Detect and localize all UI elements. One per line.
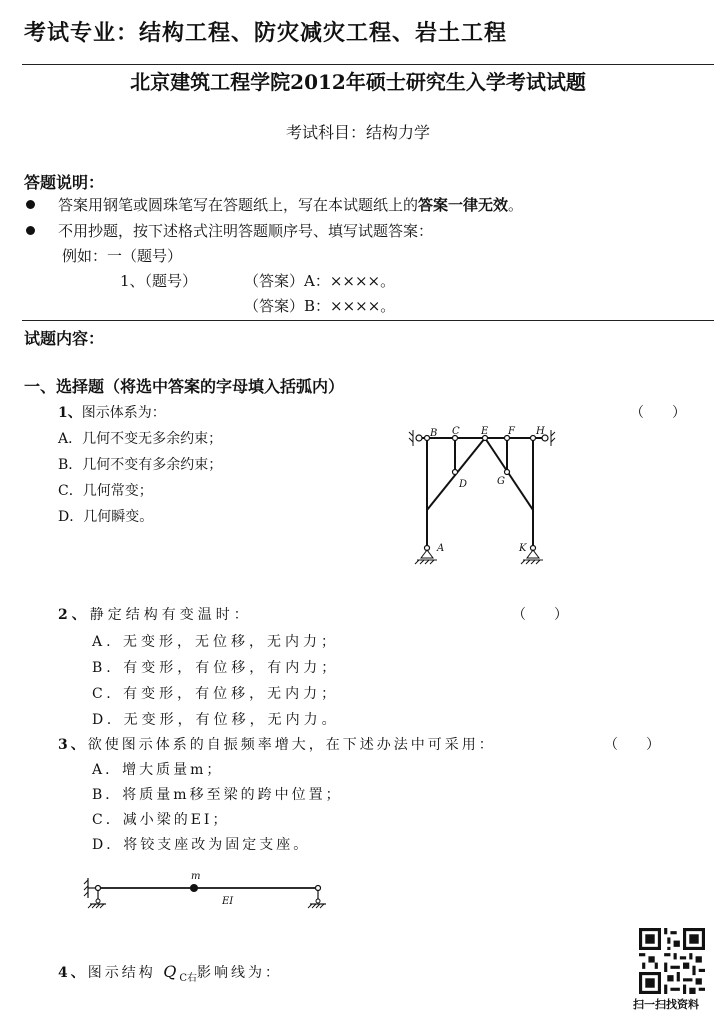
q2-option-c: C. 有变形，有位移，无内力； <box>92 686 340 702</box>
q2-option-d: D. 无变形，有位移，无内力。 <box>92 712 340 728</box>
q2-bracket: （ ） <box>512 607 568 623</box>
instruction-1: 答案用钢笔或圆珠笔写在答题纸上，写在本试题纸上的答案一律无效。 <box>58 196 524 214</box>
example-line-3-ans: （答案）B：××××。 <box>244 297 396 315</box>
q2-option-a: A. 无变形，无位移，无内力； <box>92 634 340 650</box>
q3-beam-figure <box>82 868 342 918</box>
q1-label-g: G <box>497 476 505 487</box>
q1-bracket: （ ） <box>630 405 686 421</box>
instruction-2: 不用抄题，按下述格式注明答题顺序号、填写试题答案： <box>58 222 434 240</box>
q4-stem: 4、图示结构 $Q_{C右}$影响线为： <box>58 962 282 984</box>
q3-option-d: D．将铰支座改为固定支座。 <box>92 837 311 853</box>
q1-option-a: A．几何不变无多余约束； <box>58 431 223 447</box>
qr-code-label: 扫一扫找资料 <box>633 998 699 1011</box>
instructions-heading: 答题说明： <box>24 173 105 192</box>
exam-title: 北京建筑工程学院2012年硕士研究生入学考试试题 <box>130 70 586 94</box>
q1-option-d: D．几何瞬变。 <box>58 509 154 525</box>
q3-option-b: B．将质量m移至梁的跨中位置； <box>92 787 343 803</box>
section-1-heading: 一、选择题（将选中答案的字母填入括弧内） <box>24 377 345 396</box>
qr-code-icon <box>638 928 706 994</box>
q1-label-b: B <box>430 428 438 439</box>
q2-stem: 2、静定结构有变温时： <box>58 607 252 623</box>
q1-label-d: D <box>459 479 468 490</box>
q1-label-e: E <box>481 426 489 437</box>
example-line-2-ans: （答案）A：××××。 <box>244 272 396 290</box>
q1-option-c: C．几何常变； <box>58 483 153 499</box>
q3-ei-label: EI <box>222 896 234 907</box>
q1-stem: 1、图示体系为： <box>58 405 166 421</box>
q3-bracket: （ ） <box>604 737 660 753</box>
content-heading: 试题内容： <box>24 329 105 348</box>
q1-option-b: B．几何不变有多余约束； <box>58 457 223 473</box>
exam-subject: 考试科目：结构力学 <box>285 123 430 142</box>
q1-structure-figure <box>405 424 565 570</box>
q3-mass-label: m <box>191 871 201 882</box>
q1-label-h: H <box>536 426 545 437</box>
q1-label-f: F <box>508 426 515 437</box>
instructions-rule <box>22 320 714 321</box>
example-line-2-num: 1、（题号） <box>120 272 198 290</box>
example-line-1: 例如：一（题号） <box>62 247 183 265</box>
q2-option-b: B. 有变形，有位移，有内力； <box>92 660 340 676</box>
q1-label-c: C <box>452 426 460 437</box>
exam-major: 考试专业：结构工程、防灾减灾工程、岩土工程 <box>24 20 508 46</box>
bullet-icon <box>26 226 35 235</box>
q1-label-k: K <box>519 543 527 554</box>
q3-option-a: A．增大质量m； <box>92 762 224 778</box>
header-rule <box>22 64 714 65</box>
q1-label-a: A <box>437 543 445 554</box>
q3-option-c: C．减小梁的EI； <box>92 812 230 828</box>
q3-stem: 3、欲使图示体系的自振频率增大，在下述办法中可采用： <box>58 737 496 753</box>
bullet-icon <box>26 200 35 209</box>
